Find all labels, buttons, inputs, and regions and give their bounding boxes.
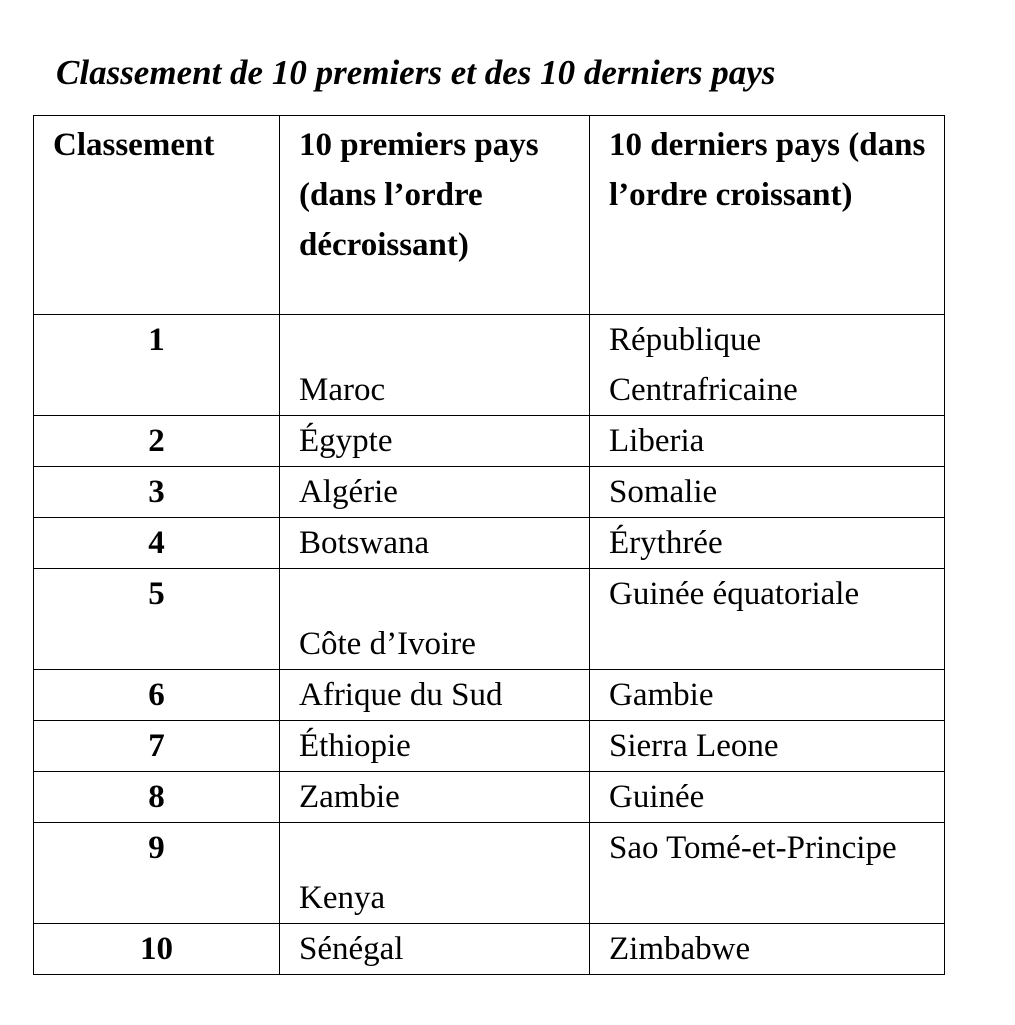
table-row [34, 823, 945, 924]
document-title: Classement de 10 premiers et des 10 derniers pays [56, 53, 776, 92]
rank-cell: 3 [34, 467, 280, 518]
table-row [34, 772, 945, 823]
rank-cell: 1 [34, 315, 280, 416]
bottom-country-cell: Érythrée [590, 518, 945, 569]
bottom-country-cell: Guinée [590, 772, 945, 823]
rank-cell: 7 [34, 721, 280, 772]
bottom-country-cell: Guinée équatoriale [590, 569, 945, 670]
bottom-country-cell: Liberia [590, 416, 945, 467]
table-row [34, 518, 945, 569]
ranking-table [33, 115, 945, 975]
bottom-country-cell: Sao Tomé-et-Principe [590, 823, 945, 924]
table-body [34, 315, 945, 975]
header-bottom-countries: 10 derniers pays (dans l’ordre croissant) [590, 116, 945, 315]
top-country-cell: Afrique du Sud [280, 670, 590, 721]
rank-cell: 9 [34, 823, 280, 924]
table-row [34, 924, 945, 975]
rank-cell: 5 [34, 569, 280, 670]
bottom-country-cell: Somalie [590, 467, 945, 518]
header-rank: Classement [34, 116, 280, 315]
rank-cell: 2 [34, 416, 280, 467]
table-header [34, 116, 945, 315]
bottom-country-cell: Zimbabwe [590, 924, 945, 975]
table-row [34, 416, 945, 467]
top-country-cell: Maroc [280, 315, 590, 416]
table-row [34, 467, 945, 518]
rank-cell: 6 [34, 670, 280, 721]
bottom-country-cell: Sierra Leone [590, 721, 945, 772]
table-row [34, 721, 945, 772]
rank-cell: 4 [34, 518, 280, 569]
top-country-cell: Botswana [280, 518, 590, 569]
top-country-cell: Égypte [280, 416, 590, 467]
top-country-cell: Kenya [280, 823, 590, 924]
bottom-country-cell: Gambie [590, 670, 945, 721]
top-country-cell: Sénégal [280, 924, 590, 975]
rank-cell: 8 [34, 772, 280, 823]
header-row [34, 116, 945, 315]
top-country-cell: Éthiopie [280, 721, 590, 772]
bottom-country-cell: République Centrafricaine [590, 315, 945, 416]
top-country-cell: Côte d’Ivoire [280, 569, 590, 670]
rank-cell: 10 [34, 924, 280, 975]
table-row [34, 315, 945, 416]
table-row [34, 569, 945, 670]
top-country-cell: Algérie [280, 467, 590, 518]
table-row [34, 670, 945, 721]
top-country-cell: Zambie [280, 772, 590, 823]
header-top-countries: 10 premiers pays (dans l’ordre décroissant) [280, 116, 590, 315]
